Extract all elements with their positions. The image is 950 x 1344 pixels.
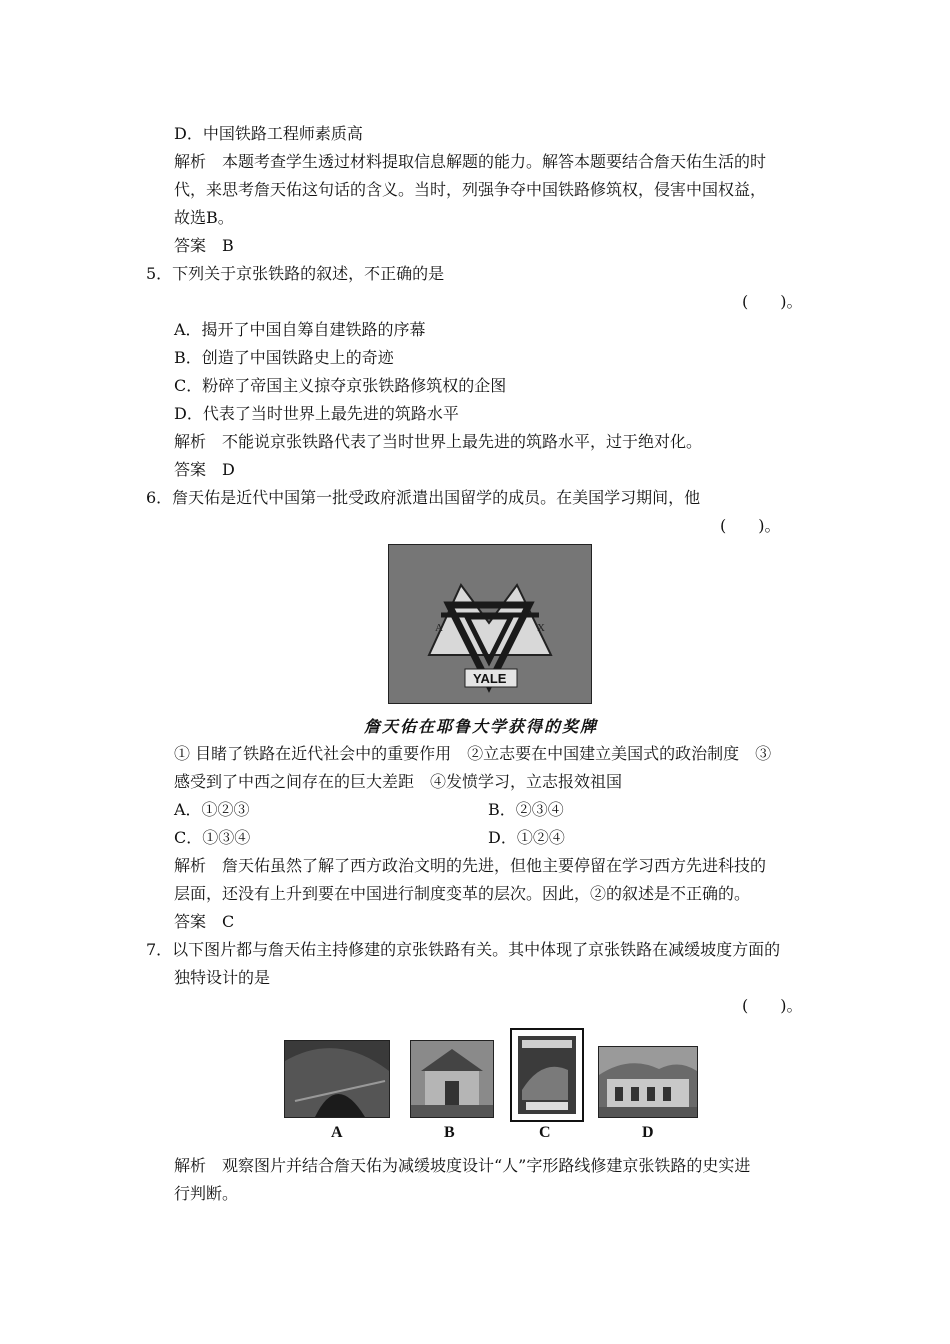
q6-option-b: B．②③④ — [488, 800, 564, 819]
q6-option-d: D．①②④ — [488, 828, 565, 847]
q5-option-a: A．揭开了中国自筹自建铁路的序幕 — [174, 320, 426, 339]
q6-answer-blank: ( )。 — [720, 516, 781, 535]
picture-label-d: D — [642, 1124, 654, 1141]
picture-c-stamp — [510, 1028, 584, 1122]
q6-stem: 6．詹天佑是近代中国第一批受政府派遣出国留学的成员。在美国学习期间，他 — [146, 488, 701, 507]
medal-badge-text: YALE — [473, 671, 507, 686]
picture-label-a: A — [331, 1124, 343, 1141]
q7-analysis-line-1: 解析 观察图片并结合詹天佑为减缓坡度设计“人”字形路线修建京张铁路的史实进 — [174, 1156, 751, 1175]
q5-option-c: C．粉碎了帝国主义掠夺京张铁路修筑权的企图 — [174, 376, 507, 395]
medal-caption: 詹天佑在耶鲁大学获得的奖牌 — [364, 717, 599, 736]
q4-analysis-line-2: 代，来思考詹天佑这句话的含义。当时，列强争夺中国铁路修筑权，侵害中国权益， — [174, 180, 767, 199]
q5-analysis: 解析 不能说京张铁路代表了当时世界上最先进的筑路水平，过于绝对化。 — [174, 432, 703, 451]
q6-statements-line-1: ① 目睹了铁路在近代社会中的重要作用 ②立志要在中国建立美国式的政治制度 ③ — [174, 744, 772, 763]
q4-option-d: D．中国铁路工程师素质高 — [174, 124, 363, 143]
q5-option-d: D．代表了当时世界上最先进的筑路水平 — [174, 404, 459, 423]
q5-stem: 5．下列关于京张铁路的叙述，不正确的是 — [146, 264, 445, 283]
q7-analysis-line-2: 行判断。 — [174, 1184, 239, 1203]
q5-answer-blank: ( )。 — [742, 292, 803, 311]
q5-answer: 答案 D — [174, 460, 235, 479]
q6-analysis-line-1: 解析 詹天佑虽然了解了西方政治文明的先进，但他主要停留在学习西方先进科技的 — [174, 856, 767, 875]
q6-analysis-line-2: 层面，还没有上升到要在中国进行制度变革的层次。因此，②的叙述是不正确的。 — [174, 884, 751, 903]
q4-analysis-line-1: 解析 本题考查学生透过材料提取信息解题的能力。解答本题要结合詹天佑生活的时 — [174, 152, 767, 171]
picture-label-c: C — [539, 1124, 551, 1141]
q6-statements-line-2: 感受到了中西之间存在的巨大差距 ④发愤学习，立志报效祖国 — [174, 772, 623, 791]
q6-option-a: A．①②③ — [174, 800, 250, 819]
q4-analysis-line-3: 故选B。 — [174, 208, 234, 227]
q4-answer: 答案 B — [174, 236, 234, 255]
yale-medal-image — [388, 544, 592, 704]
picture-d-station — [598, 1046, 698, 1118]
medal-drawing — [389, 545, 591, 703]
picture-label-b: B — [444, 1124, 455, 1141]
medal-letter-right: X — [537, 622, 545, 634]
medal-letter-left: A — [435, 622, 443, 634]
q5-option-b: B．创造了中国铁路史上的奇迹 — [174, 348, 394, 367]
q7-answer-blank: ( )。 — [742, 996, 803, 1015]
q7-stem-line-1: 7．以下图片都与詹天佑主持修建的京张铁路有关。其中体现了京张铁路在减缓坡度方面的 — [146, 940, 781, 959]
picture-b-building — [410, 1040, 494, 1118]
picture-a-tunnel — [284, 1040, 390, 1118]
q7-stem-line-2: 独特设计的是 — [174, 968, 271, 987]
q6-option-c: C．①③④ — [174, 828, 251, 847]
q6-answer: 答案 C — [174, 912, 235, 931]
